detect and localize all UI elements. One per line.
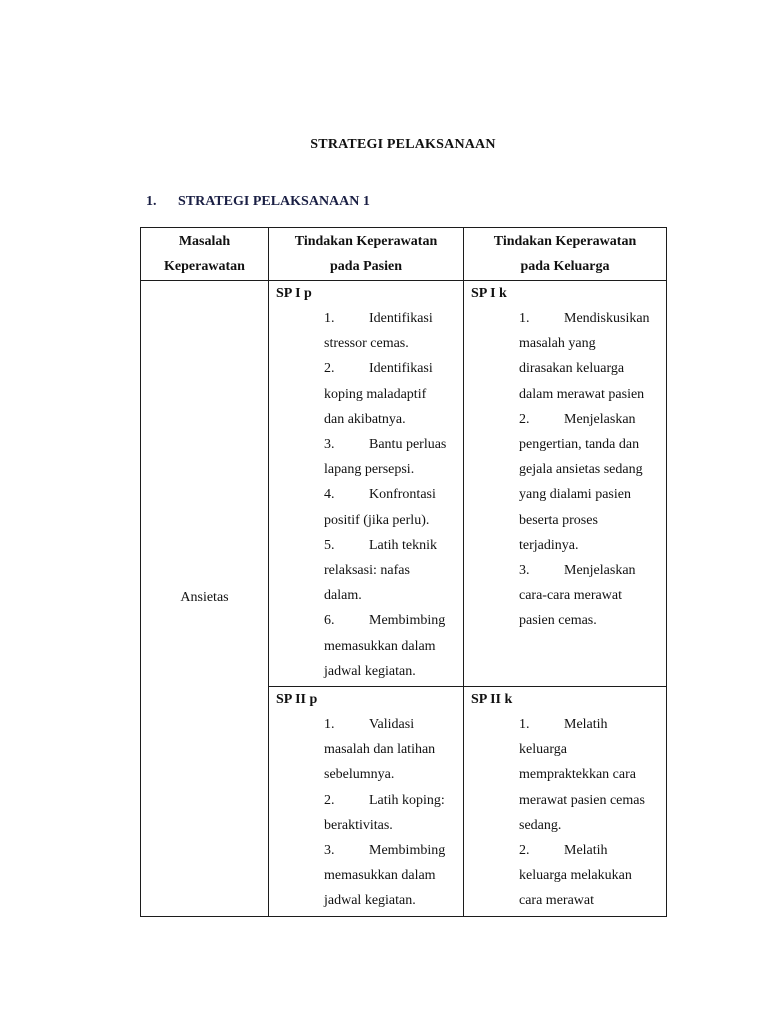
list-item-line	[464, 382, 666, 407]
list-item-text: Menjelaskan	[564, 411, 636, 427]
list-item-text: mempraktekkan cara	[519, 767, 636, 783]
list-item-line	[464, 583, 666, 608]
section-heading-text: STRATEGI PELAKSANAAN 1	[178, 194, 370, 209]
list-item-number: 5.	[324, 537, 335, 553]
list-item-line	[269, 558, 463, 583]
list-item-text: Bantu perluas	[369, 437, 447, 453]
list-item-line	[269, 659, 463, 684]
list-item-text: positif (jika perlu).	[324, 512, 430, 528]
list-item-text: dirasakan keluarga	[519, 361, 625, 377]
list-item-text: cara merawat	[519, 893, 594, 909]
list-item-line	[464, 533, 666, 558]
list-item-text: Membimbing	[369, 613, 446, 629]
list-item-line	[464, 457, 666, 482]
list-item-text: memasukkan dalam	[324, 868, 436, 884]
header-problem	[141, 228, 269, 281]
list-item-line	[269, 838, 463, 863]
list-item-text: masalah dan latihan	[324, 742, 436, 758]
list-item-text: beserta proses	[519, 512, 598, 528]
list-item-line	[269, 888, 463, 913]
list-item-text: dalam merawat pasien	[519, 386, 645, 402]
list-item-line	[269, 583, 463, 608]
list-item-line	[269, 863, 463, 888]
list-item-text: Melatih	[564, 843, 608, 859]
list-item-number: 2.	[519, 843, 530, 859]
header-patient-line-2: pada Pasien	[330, 259, 402, 274]
list-item-line	[269, 432, 463, 457]
list-item-text: jadwal kegiatan.	[324, 663, 416, 679]
list-item-line	[464, 306, 666, 331]
header-problem-line-1: Masalah	[178, 234, 231, 249]
list-item-text: memasukkan dalam	[324, 638, 436, 654]
list-item-line	[464, 407, 666, 432]
list-item-line	[464, 432, 666, 457]
list-item-text: masalah yang	[519, 336, 596, 352]
table-row	[141, 281, 667, 687]
list-item-text: terjadinya.	[519, 537, 579, 553]
list-item-line	[269, 306, 463, 331]
list-item-text: Menjelaskan	[564, 563, 636, 579]
list-item-line	[464, 356, 666, 381]
list-item-line	[464, 737, 666, 762]
header-family-actions	[464, 228, 667, 281]
list-item-line	[464, 482, 666, 507]
list-item-line	[464, 813, 666, 838]
list-item-line	[269, 407, 463, 432]
list-item-line	[269, 634, 463, 659]
family-actions-cell	[464, 687, 667, 917]
list-item-text: sedang.	[519, 817, 562, 833]
list-item-line	[464, 888, 666, 913]
list-item-line	[269, 533, 463, 558]
header-family-line-2: pada Keluarga	[520, 259, 610, 274]
list-item-number: 2.	[519, 411, 530, 427]
list-item-line	[269, 482, 463, 507]
list-item-text: relaksasi: nafas	[324, 563, 410, 579]
section-number: 1.	[146, 194, 157, 209]
list-item-number: 2.	[324, 792, 335, 808]
list-item-line	[269, 788, 463, 813]
list-item-line	[269, 457, 463, 482]
list-item-number: 6.	[324, 613, 335, 629]
list-item-text: koping maladaptif	[324, 386, 427, 402]
list-item-number: 4.	[324, 487, 335, 503]
list-item-text: dan akibatnya.	[324, 411, 406, 427]
sp-label: SP I k	[471, 286, 507, 301]
list-item-line	[269, 762, 463, 787]
list-item-text: stressor cemas.	[324, 336, 409, 352]
list-item-line	[269, 737, 463, 762]
list-item-line	[464, 558, 666, 583]
list-item-text: gejala ansietas sedang	[519, 462, 643, 478]
header-patient-line-1: Tindakan Keperawatan	[294, 234, 438, 249]
list-item-text: Latih teknik	[369, 537, 438, 553]
list-item-text: Mendiskusikan	[564, 311, 650, 326]
list-item-text: Konfrontasi	[369, 487, 436, 503]
list-item-text: sebelumnya.	[324, 767, 395, 783]
list-item-text: Identifikasi	[369, 361, 433, 377]
list-item-line	[269, 608, 463, 633]
patient-actions-cell	[269, 281, 464, 687]
family-actions-cell	[464, 281, 667, 687]
list-item-line	[464, 712, 666, 737]
list-item-line	[269, 813, 463, 838]
list-item-text: lapang persepsi.	[324, 462, 415, 478]
list-item-line	[269, 508, 463, 533]
list-item-text: jadwal kegiatan.	[324, 893, 416, 909]
list-item-line	[269, 712, 463, 737]
patient-actions-cell	[269, 687, 464, 917]
header-family-line-1: Tindakan Keperawatan	[493, 234, 637, 249]
list-item-number: 1.	[324, 311, 335, 326]
list-item-number: 2.	[324, 361, 335, 377]
list-item-text: pengertian, tanda dan	[519, 437, 640, 453]
list-item-line	[464, 762, 666, 787]
list-item-number: 1.	[324, 717, 335, 733]
list-item-line	[464, 788, 666, 813]
list-item-line	[464, 608, 666, 633]
section-heading	[146, 194, 370, 210]
list-item-number: 1.	[519, 311, 530, 326]
table-header-row	[141, 228, 667, 281]
list-item-text: cara-cara merawat	[519, 588, 622, 604]
sp-label: SP II p	[276, 692, 318, 708]
list-item-text: keluarga	[519, 742, 567, 758]
list-item-line	[464, 863, 666, 888]
strategy-table	[140, 227, 667, 917]
list-item-text: Latih koping:	[369, 792, 445, 808]
sp-label: SP I p	[276, 286, 312, 301]
list-item-line	[269, 382, 463, 407]
list-item-number: 3.	[324, 437, 335, 453]
list-item-text: yang dialami pasien	[519, 487, 631, 503]
list-item-number: 3.	[519, 563, 530, 579]
list-item-line	[269, 331, 463, 356]
list-item-text: pasien cemas.	[519, 613, 597, 629]
list-item-line	[464, 838, 666, 863]
list-item-line	[269, 356, 463, 381]
list-item-line	[464, 508, 666, 533]
problem-cell	[141, 281, 269, 917]
list-item-text: beraktivitas.	[324, 817, 393, 833]
list-item-text: Validasi	[369, 717, 415, 733]
list-item-line	[464, 331, 666, 356]
header-problem-line-2: Keperawatan	[164, 259, 245, 274]
document-title: STRATEGI PELAKSANAAN	[310, 137, 496, 152]
list-item-text: merawat pasien cemas	[519, 792, 645, 808]
list-item-text: keluarga melakukan	[519, 868, 632, 884]
header-patient-actions	[269, 228, 464, 281]
problem-text: Ansietas	[180, 590, 229, 606]
list-item-number: 1.	[519, 717, 530, 733]
list-item-text: Melatih	[564, 717, 608, 733]
sp-label: SP II k	[471, 692, 513, 708]
list-item-text: dalam.	[324, 588, 362, 604]
list-item-text: Membimbing	[369, 843, 446, 859]
list-item-text: Identifikasi	[369, 311, 433, 326]
list-item-number: 3.	[324, 843, 335, 859]
